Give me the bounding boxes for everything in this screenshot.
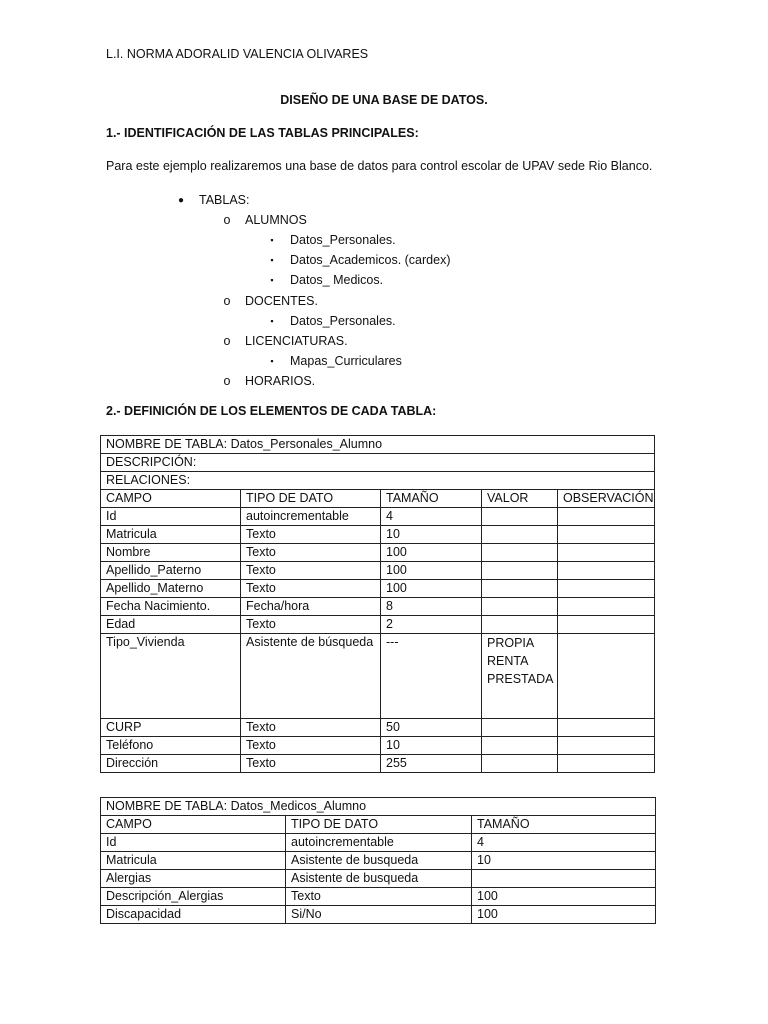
table-cell: [482, 719, 558, 737]
bullet-circle-icon: o: [223, 213, 231, 228]
table-cell: Texto: [241, 616, 381, 634]
table-cell: Matricula: [101, 526, 241, 544]
table-cell: Fecha Nacimiento.: [101, 598, 241, 616]
column-header: CAMPO: [101, 816, 286, 834]
table-cell: Discapacidad: [101, 906, 286, 924]
value-option: RENTA: [487, 654, 529, 668]
table-header-row: [101, 816, 656, 834]
table-row: [101, 526, 655, 544]
table-cell: Texto: [241, 737, 381, 755]
bullet-circle-icon: o: [223, 293, 231, 308]
table-cell: 100: [472, 888, 656, 906]
bullet-square-icon: ▪: [270, 355, 274, 366]
table-cell: Tipo_Vivienda: [101, 634, 241, 719]
table-cell: 10: [381, 526, 482, 544]
column-header: OBSERVACIÓN: [558, 490, 655, 508]
table-relations-cell: RELACIONES:: [101, 472, 655, 490]
table-cell: Id: [101, 834, 286, 852]
table-cell: Id: [101, 508, 241, 526]
table-cell: 50: [381, 719, 482, 737]
bullet-dot-icon: ●: [177, 195, 185, 206]
table-cell: [558, 598, 655, 616]
table-cell: Edad: [101, 616, 241, 634]
column-header: TAMAÑO: [472, 816, 656, 834]
table-description-row: [101, 454, 655, 472]
table-cell: [558, 737, 655, 755]
column-header: VALOR: [482, 490, 558, 508]
table-cell: 4: [381, 508, 482, 526]
table-cell: 10: [472, 852, 656, 870]
table-cell: 100: [381, 562, 482, 580]
table-cell: Asistente de búsqueda: [241, 634, 381, 719]
table-name-row: [101, 436, 655, 454]
table-row: [101, 719, 655, 737]
table-row: [101, 737, 655, 755]
table-cell: Si/No: [286, 906, 472, 924]
table-cell: Teléfono: [101, 737, 241, 755]
table-cell: [558, 508, 655, 526]
table-cell: 2: [381, 616, 482, 634]
intro-paragraph: Para este ejemplo realizaremos una base de datos para control escolar de UPAV sede Rio Blanco.: [106, 159, 653, 173]
table-row: [101, 544, 655, 562]
table-datos-personales-alumno: [100, 435, 655, 773]
column-header: TAMAÑO: [381, 490, 482, 508]
table-name-cell: NOMBRE DE TABLA: Datos_Medicos_Alumno: [101, 798, 656, 816]
table-cell: Dirección: [101, 755, 241, 773]
table-cell: Texto: [241, 580, 381, 598]
bullet-square-icon: ▪: [270, 275, 274, 286]
value-option: PRESTADA: [487, 672, 554, 686]
table-cell: 8: [381, 598, 482, 616]
table-cell: ---: [381, 634, 482, 719]
table-cell: [482, 544, 558, 562]
table-name-row: [101, 798, 656, 816]
table-header-row: [101, 490, 655, 508]
table-cell: Texto: [241, 526, 381, 544]
table-cell: [558, 580, 655, 598]
table-cell: Fecha/hora: [241, 598, 381, 616]
table-row: [101, 580, 655, 598]
table-row: [101, 634, 655, 719]
table-cell: 4: [472, 834, 656, 852]
table-cell: autoincrementable: [241, 508, 381, 526]
table-cell: 10: [381, 737, 482, 755]
list-item-level-2: ALUMNOS: [245, 213, 307, 228]
table-cell: [472, 870, 656, 888]
document-title: DISEÑO DE UNA BASE DE DATOS.: [280, 93, 488, 107]
section-2-heading: 2.- DEFINICIÓN DE LOS ELEMENTOS DE CADA TABLA:: [106, 404, 437, 418]
table-cell: Texto: [286, 888, 472, 906]
table-row: [101, 508, 655, 526]
section-1-heading: 1.- IDENTIFICACIÓN DE LAS TABLAS PRINCIPALES:: [106, 126, 419, 140]
list-item-level-3: Datos_Academicos. (cardex): [290, 253, 451, 268]
table-cell: Texto: [241, 544, 381, 562]
table-cell: [558, 526, 655, 544]
list-item-level-2: DOCENTES.: [245, 293, 318, 308]
table-row: [101, 906, 656, 924]
column-header: TIPO DE DATO: [241, 490, 381, 508]
list-item-level-2: HORARIOS.: [245, 373, 316, 388]
table-cell: [482, 616, 558, 634]
list-item-level-3: Datos_Personales.: [290, 313, 396, 328]
list-item-level-3: Mapas_Curriculares: [290, 353, 402, 368]
table-cell: [482, 526, 558, 544]
table-cell: [482, 755, 558, 773]
table-cell: [558, 562, 655, 580]
table-name-cell: NOMBRE DE TABLA: Datos_Personales_Alumno: [101, 436, 655, 454]
table-row: [101, 834, 656, 852]
list-item-level-3: Datos_ Medicos.: [290, 273, 384, 288]
table-cell: Matricula: [101, 852, 286, 870]
list-item-level-1: TABLAS:: [199, 193, 250, 207]
table-cell: [558, 634, 655, 719]
table-cell: Alergias: [101, 870, 286, 888]
table-cell: [482, 634, 558, 719]
bullet-circle-icon: o: [223, 373, 231, 388]
table-cell: 100: [472, 906, 656, 924]
table-cell: Texto: [241, 562, 381, 580]
table-description-cell: DESCRIPCIÓN:: [101, 454, 655, 472]
table-cell: Asistente de busqueda: [286, 852, 472, 870]
bullet-square-icon: ▪: [270, 235, 274, 246]
table-cell: 100: [381, 544, 482, 562]
table-cell: Apellido_Materno: [101, 580, 241, 598]
table-cell: CURP: [101, 719, 241, 737]
table-cell: [482, 508, 558, 526]
table-row: [101, 562, 655, 580]
list-item-level-3: Datos_Personales.: [290, 233, 396, 248]
column-header: TIPO DE DATO: [286, 816, 472, 834]
bullet-square-icon: ▪: [270, 255, 274, 266]
table-cell: Asistente de busqueda: [286, 870, 472, 888]
table-cell: Texto: [241, 755, 381, 773]
table-row: [101, 852, 656, 870]
table-datos-medicos-alumno: [100, 797, 656, 924]
table-cell: [482, 562, 558, 580]
table-cell: [482, 598, 558, 616]
bullet-square-icon: ▪: [270, 315, 274, 326]
table-row: [101, 616, 655, 634]
table-cell: Apellido_Paterno: [101, 562, 241, 580]
author-name: L.I. NORMA ADORALID VALENCIA OLIVARES: [106, 47, 369, 61]
table-cell: autoincrementable: [286, 834, 472, 852]
table-cell: Texto: [241, 719, 381, 737]
table-cell: Descripción_Alergias: [101, 888, 286, 906]
table-cell: 100: [381, 580, 482, 598]
table-cell: [558, 616, 655, 634]
table-row: [101, 870, 656, 888]
column-header: CAMPO: [101, 490, 241, 508]
table-cell: [558, 719, 655, 737]
table-cell: [482, 737, 558, 755]
table-cell: Nombre: [101, 544, 241, 562]
table-cell: [558, 755, 655, 773]
table-row: [101, 755, 655, 773]
list-item-level-2: LICENCIATURAS.: [245, 333, 348, 348]
table-cell: [482, 580, 558, 598]
table-row: [101, 598, 655, 616]
table-row: [101, 888, 656, 906]
value-option: PROPIA: [487, 636, 535, 650]
table-cell: [558, 544, 655, 562]
bullet-circle-icon: o: [223, 333, 231, 348]
table-cell: 255: [381, 755, 482, 773]
table-relations-row: [101, 472, 655, 490]
